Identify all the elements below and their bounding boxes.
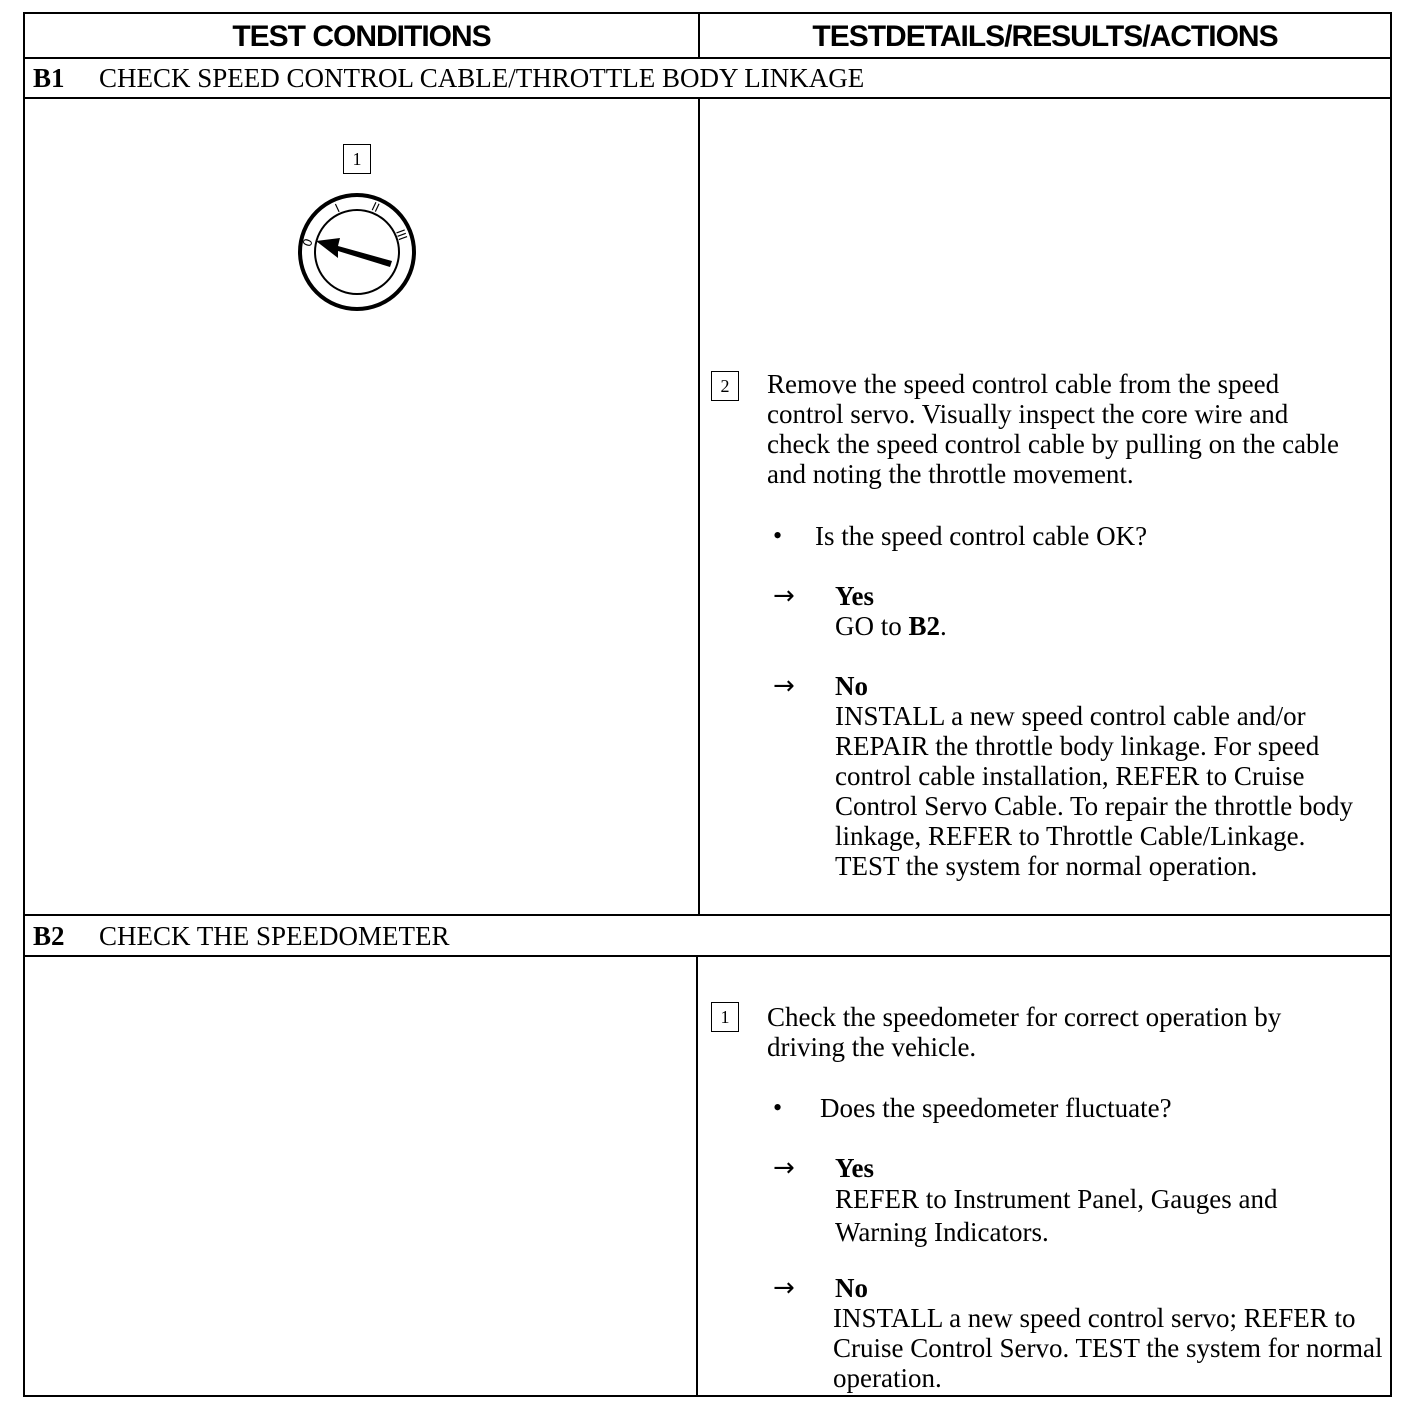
yes-label-b2: Yes [835,1153,874,1183]
section-title-b1 [33,58,864,98]
step-box-b2: 1 [711,1002,739,1032]
step-text-b1: Remove the speed control cable from the speed control servo. Visually inspect the core wire and check the speed control cable by pulling on the cable and noting the throttle movement. [767,369,1340,489]
yes-label-b1: Yes [835,581,874,611]
column-header-test-details: TESTDETAILS/RESULTS/ACTIONS [812,20,1278,53]
figure-step-box: 1 [343,144,371,174]
switch-pos-3: III [392,227,410,243]
section-title-b2 [33,916,450,956]
step-box-b1: 2 [711,371,739,401]
switch-pos-2: II [369,199,382,216]
ignition-switch-off-icon [292,189,422,319]
yes-action-suffix-b1: . [940,611,947,641]
yes-action-b1 [835,611,1365,641]
bullet-b1: • [773,521,783,550]
yes-arrow-b1: → [773,581,795,611]
section-title-text-b1: CHECK SPEED CONTROL CABLE/THROTTLE BODY LINKAGE [99,63,865,93]
b2-column-divider [696,955,698,1397]
no-label-b1: No [835,671,868,701]
question-b2: Does the speedometer fluctuate? [820,1093,1172,1123]
header-column-divider [698,14,700,57]
step-text-b2: Check the speedometer for correct operation by driving the vehicle. [767,1002,1282,1062]
yes-arrow-b2: → [773,1153,795,1183]
yes-action-b2: REFER to Instrument Panel, Gauges and Warning Indicators. [835,1184,1278,1247]
no-action-b2: INSTALL a new speed control servo; REFER to Cruise Control Servo. TEST the system for normal operation. [833,1303,1383,1393]
no-arrow-b1: → [773,671,795,701]
section-id-b1: B1 [33,63,65,93]
section-title-text-b2: CHECK THE SPEEDOMETER [99,921,450,951]
b1-column-divider [698,97,700,914]
column-header-test-conditions: TEST CONDITIONS [232,20,491,53]
yes-action-prefix-b1: GO to [835,611,909,641]
switch-pos-1: I [332,201,342,216]
section-id-b2: B2 [33,921,65,951]
bullet-b2: • [773,1093,783,1122]
no-action-b1: INSTALL a new speed control cable and/or REPAIR the throttle body linkage. For speed control cable installation, REFER to Cruise Control Servo Cable. To repair the throttle body linkage, REFER to Throttle Cable/Linkage. TEST the system for normal operation. [835,701,1354,881]
diagnostic-table [23,12,1392,1397]
question-b1: Is the speed control cable OK? [815,521,1148,551]
no-label-b2: No [835,1273,868,1303]
switch-pos-0: 0 [299,236,316,249]
no-arrow-b2: → [773,1273,795,1303]
yes-action-ref-b1: B2 [908,611,941,641]
switch-pointer [316,238,392,267]
